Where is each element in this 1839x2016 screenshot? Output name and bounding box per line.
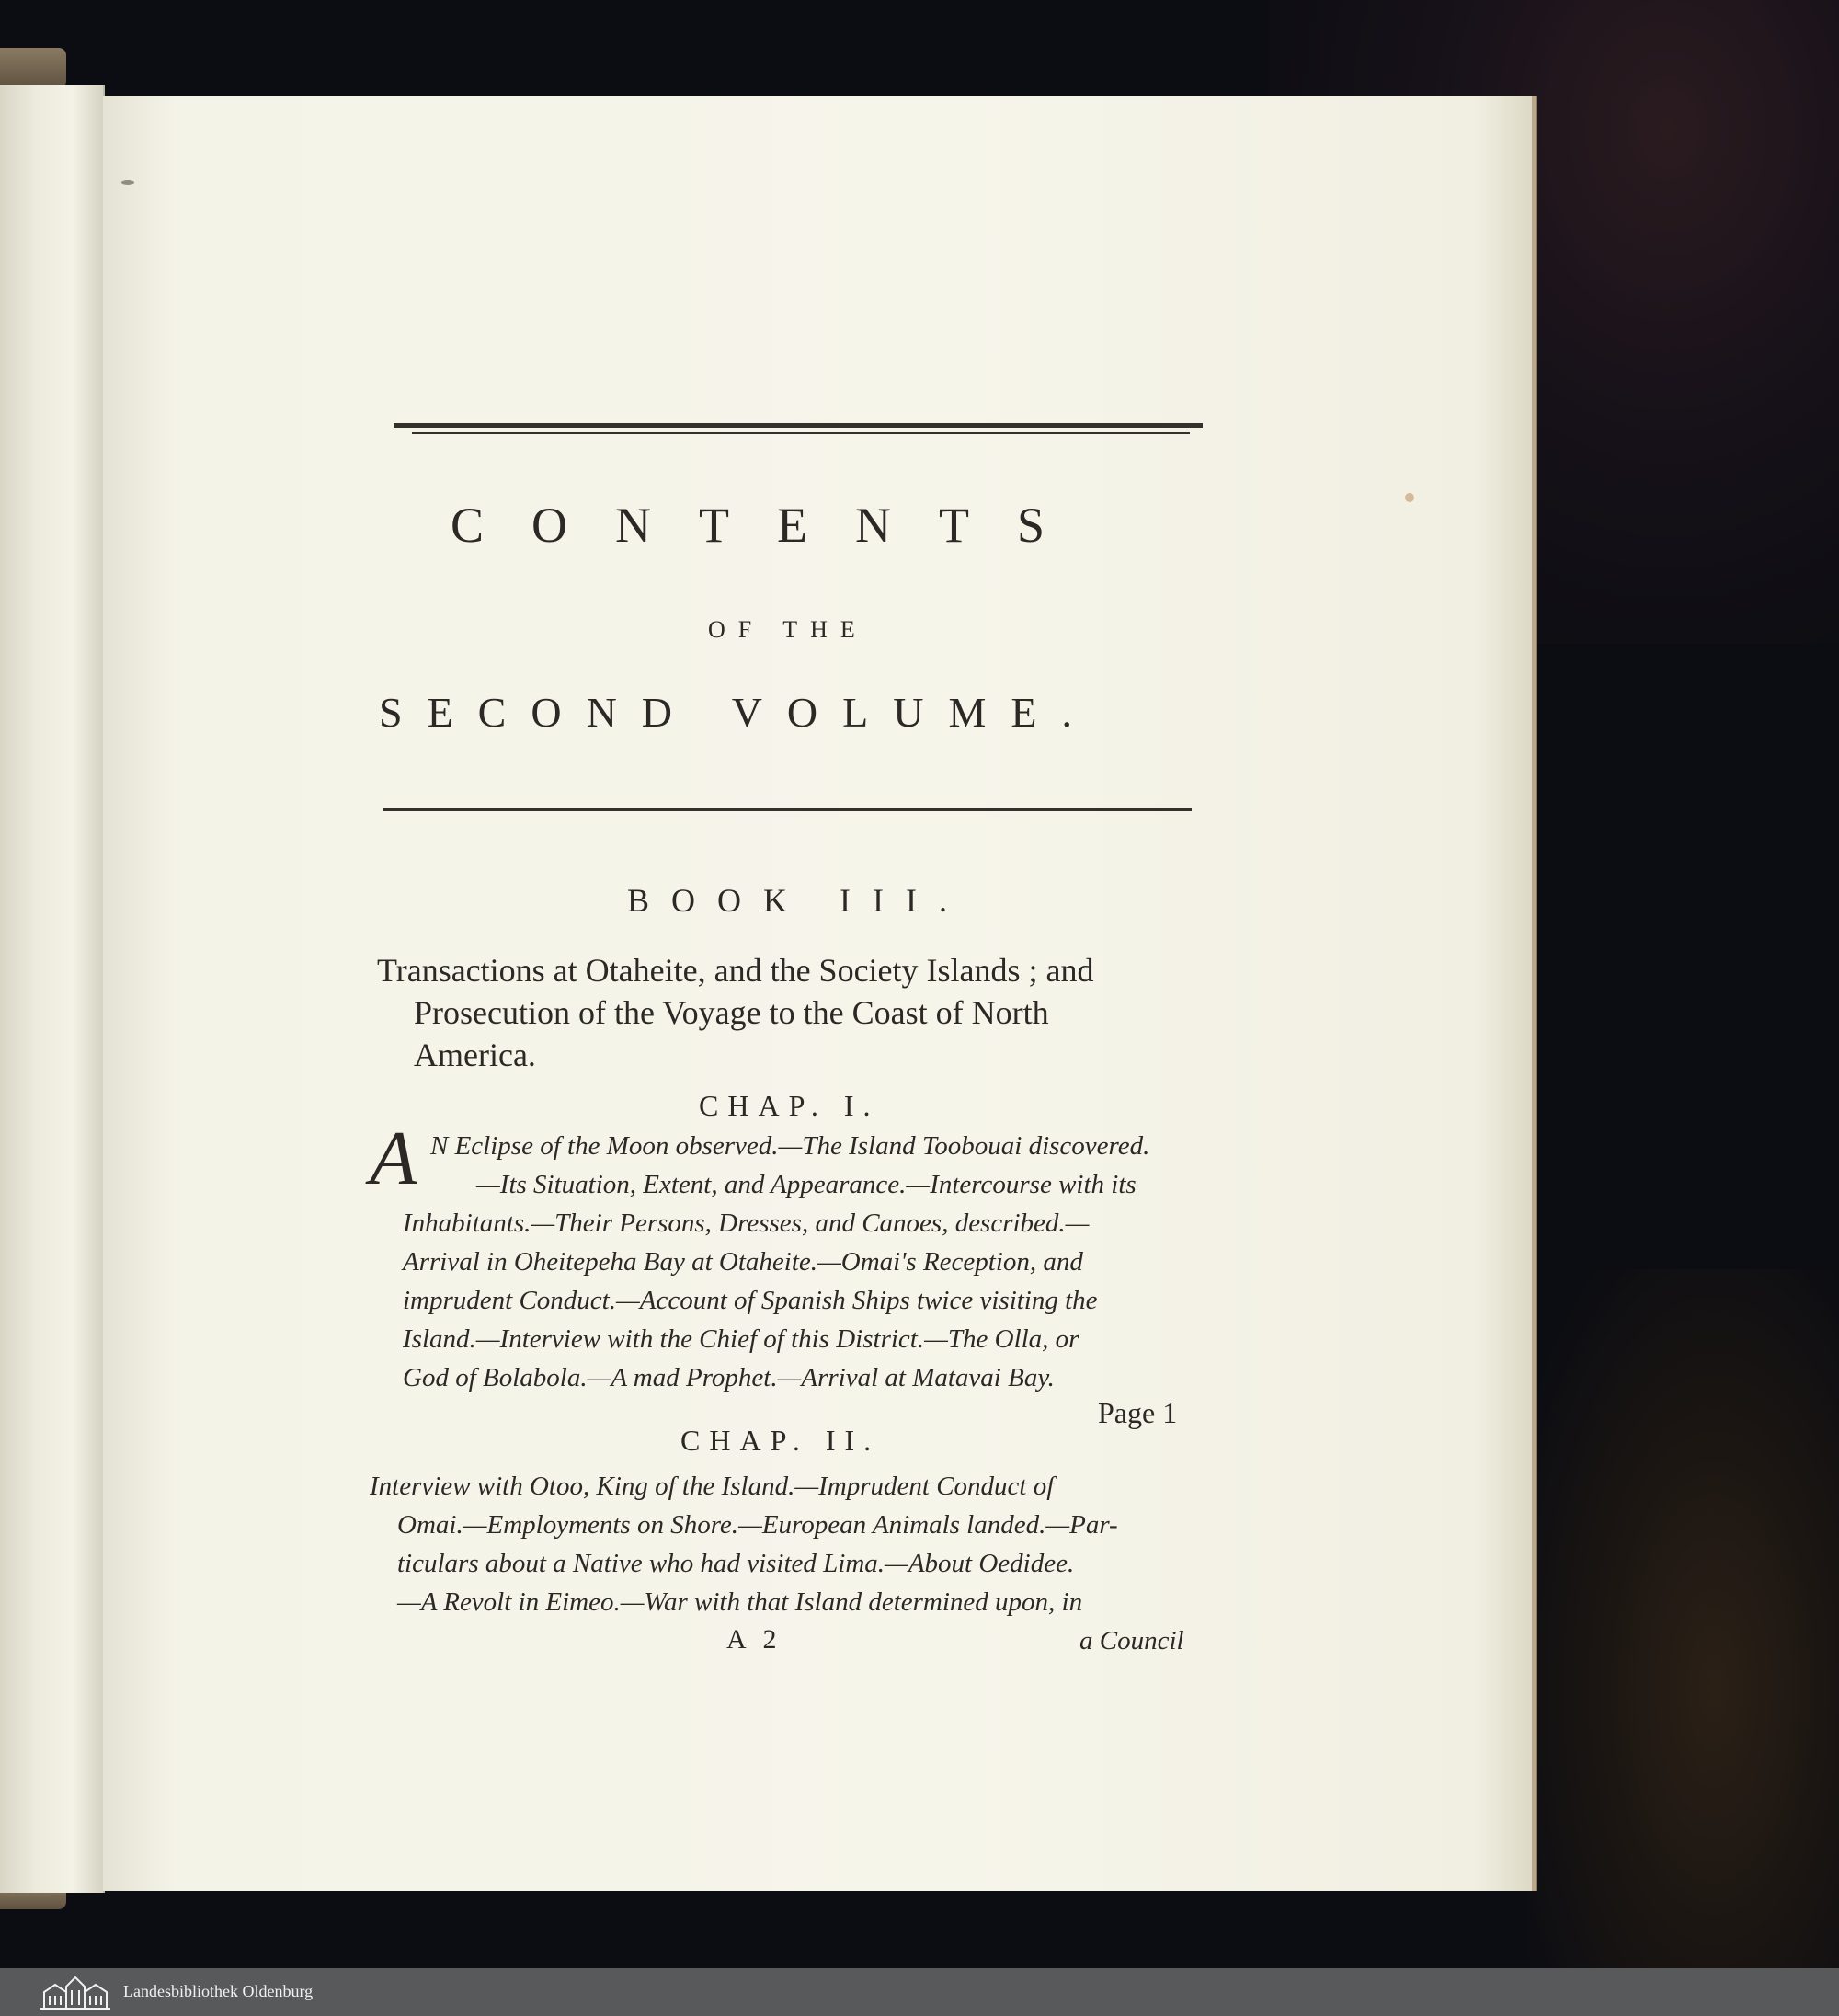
- chapter-entry-line: imprudent Conduct.—Account of Spanish Ships twice visiting the: [403, 1286, 1098, 1315]
- chapter-entry-line: Arrival in Oheitepeha Bay at Otaheite.—Omai's Reception, and: [403, 1247, 1083, 1277]
- title-divider-rule: [383, 808, 1192, 811]
- chapter-entry-line: God of Bolabola.—A mad Prophet.—Arrival at Matavai Bay.: [403, 1363, 1055, 1392]
- chapter-entry-line: Island.—Interview with the Chief of this District.—The Olla, or: [403, 1324, 1079, 1354]
- chapter-heading: CHAP. II.: [680, 1424, 881, 1457]
- chapter-entry-line: —A Revolt in Eimeo.—War with that Island determined upon, in: [397, 1587, 1083, 1617]
- background-glow-lower: [1526, 1269, 1839, 1968]
- page-reference: Page 1: [1098, 1396, 1178, 1429]
- chapter-entry-line: —Its Situation, Extent, and Appearance.—Intercourse with its: [476, 1170, 1137, 1199]
- left-page-edge: [0, 85, 105, 1893]
- subtitle-volume: SECOND VOLUME.: [379, 689, 1097, 736]
- library-footer-bar: [0, 1968, 1839, 2016]
- foxing-spot: [1405, 493, 1414, 502]
- header-rule-thick: [394, 423, 1203, 428]
- chapter-entry-line: Interview with Otoo, King of the Island.—Imprudent Conduct of: [370, 1472, 1055, 1501]
- drop-cap-initial: A: [370, 1116, 417, 1201]
- subtitle-of-the: OF THE: [708, 616, 868, 643]
- chapter-entry-line: ticulars about a Native who had visited Lima.—About Oedidee.: [397, 1549, 1075, 1578]
- book-description-line: Prosecution of the Voyage to the Coast of North: [414, 994, 1049, 1031]
- page-title: CONTENTS: [451, 498, 1092, 553]
- chapter-entry-line: N Eclipse of the Moon observed.—The Island Toobouai discovered.: [430, 1131, 1150, 1161]
- library-name: Landesbibliothek Oldenburg: [123, 1982, 314, 2000]
- book-description-line: Transactions at Otaheite, and the Society Islands ; and: [377, 952, 1094, 989]
- header-rule-thin: [412, 432, 1190, 434]
- book-heading: BOOK III.: [627, 882, 969, 919]
- book-description-line: America.: [414, 1037, 536, 1073]
- catchword: a Council: [1079, 1626, 1184, 1655]
- chapter-entry-line: Omai.—Employments on Shore.—European Animals landed.—Par-: [397, 1510, 1118, 1540]
- binding-strap-top: [0, 48, 66, 88]
- signature-mark: A 2: [726, 1624, 782, 1655]
- chapter-entry-line: Inhabitants.—Their Persons, Dresses, and Canoes, described.—: [403, 1208, 1090, 1238]
- chapter-heading: CHAP. I.: [699, 1089, 880, 1122]
- ink-mark: [121, 180, 134, 185]
- library-building-icon: [37, 1974, 114, 2010]
